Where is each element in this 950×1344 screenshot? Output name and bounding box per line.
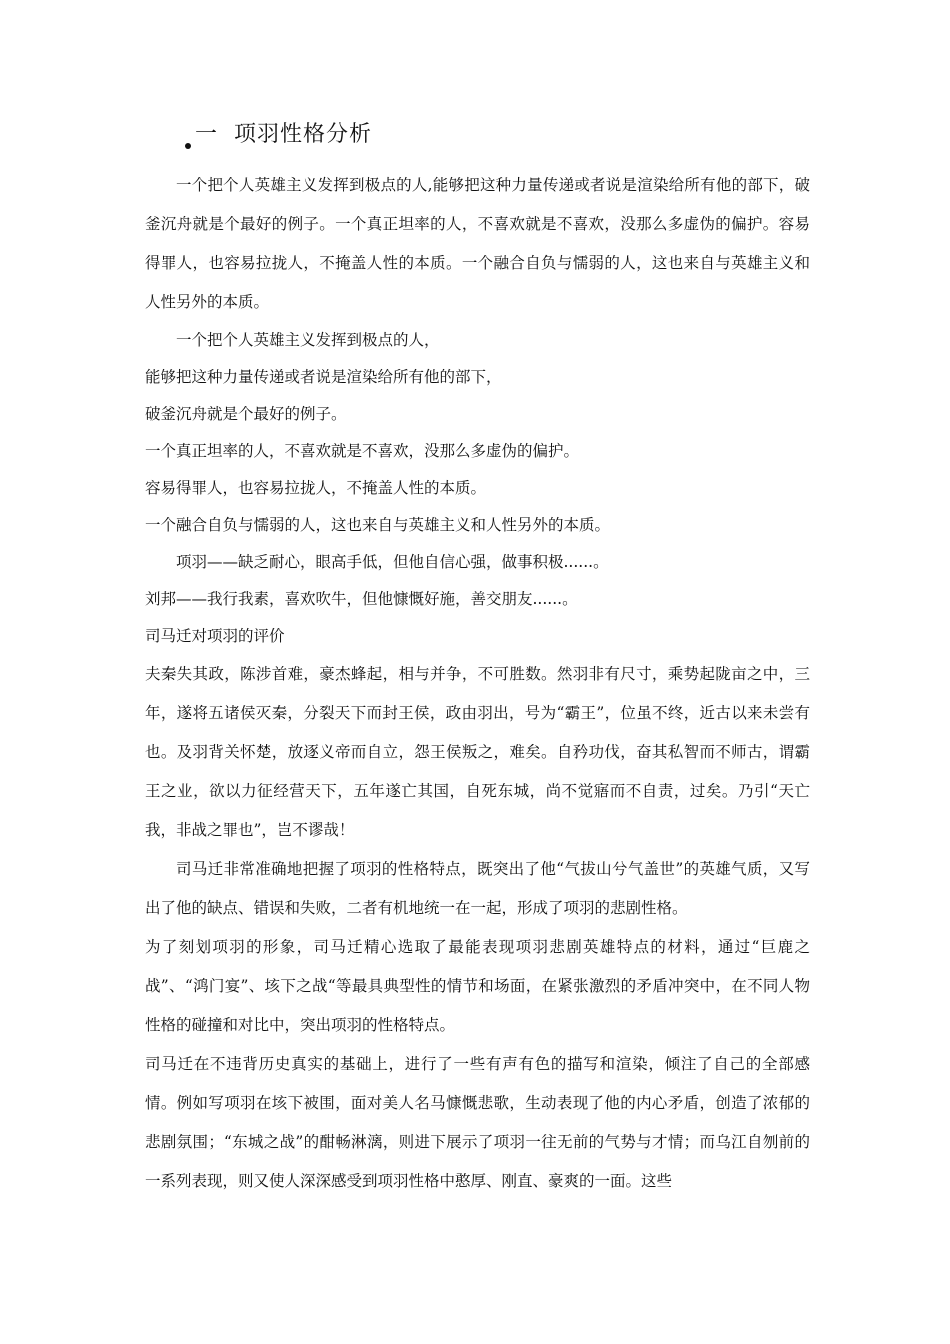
paragraph-character: 司马迁非常准确地把握了项羽的性格特点，既突出了他“气拔山兮气盖世”的英雄气质，又写出了他的缺点、错误和失败，二者有机地统一在一起，形成了项羽的悲剧性格。 [145,860,810,917]
line-3: 破釜沉舟就是个最好的例子。 [145,405,347,423]
line-simaqian-title: 司马迁对项羽的评价 [145,627,285,645]
line-6: 一个融合自负与懦弱的人，这也来自与英雄主义和人性另外的本质。 [145,516,611,534]
line-xiangyu: 项羽——缺乏耐心，眼高手低，但他自信心强，做事积极......。 [176,553,609,571]
line-5: 容易得罪人，也容易拉拢人，不掩盖人性的本质。 [145,479,487,497]
paragraph-evaluation: 夫秦失其政，陈涉首难，豪杰蜂起，相与并争，不可胜数。然羽非有尺寸，乘势起陇亩之中，三年，遂将五诸侯灭秦，分裂天下而封王侯，政由羽出，号为“霸王”，位虽不终，近古以来未尝有也。及羽背关怀楚，放逐义帝而自立，怨王侯叛之，难矣。自矜功伐，奋其私智而不师古，谓霸王之业，欲以力征经营天下，五年遂亡其国，自死东城，尚不觉寤而不自责，过矣。乃引“天亡我，非战之罪也”，岂不谬哉！ [145,665,810,839]
line-4: 一个真正坦率的人，不喜欢就是不喜欢，没那么多虚伪的偏护。 [145,442,580,460]
document-body [145,166,810,1201]
paragraph-intro: 一个把个人英雄主义发挥到极点的人,能够把这种力量传递或者说是渲染给所有他的部下，破釜沉舟就是个最好的例子。一个真正坦率的人，不喜欢就是不喜欢，没那么多虚伪的偏护。容易得罪人，也容易拉拢人，不掩盖人性的本质。一个融合自负与懦弱的人，这也来自与英雄主义和人性另外的本质。 [145,176,810,311]
paragraph-description: 司马迁在不违背历史真实的基础上，进行了一些有声有色的描写和渲染，倾注了自己的全部感情。例如写项羽在垓下被围，面对美人名马慷慨悲歌，生动表现了他的内心矛盾，创造了浓郁的悲剧氛围；“东城之战”的酣畅淋漓，则进下展示了项羽一往无前的气势与才情；而乌江自刎前的一系列表现，则又使人深深感受到项羽性格中憨厚、刚直、豪爽的一面。这些 [145,1055,810,1190]
paragraph-materials: 为了刻划项羽的形象，司马迁精心选取了最能表现项羽悲剧英雄特点的材料，通过“巨鹿之战”、“鸿门宴”、垓下之战“等最具典型性的情节和场面，在紧张激烈的矛盾冲突中，在不同人物性格的碰撞和对比中，突出项羽的性格特点。 [145,938,810,1034]
section-heading [185,118,372,152]
bullet-icon [185,143,191,149]
section-title: 项羽性格分析 [234,122,373,147]
line-1: 一个把个人英雄主义发挥到极点的人， [176,331,440,349]
section-number: 一 [195,122,219,147]
line-liubang: 刘邦——我行我素，喜欢吹牛，但他慷慨好施，善交朋友......。 [145,590,578,608]
line-2: 能够把这种力量传递或者说是渲染给所有他的部下， [145,368,502,386]
